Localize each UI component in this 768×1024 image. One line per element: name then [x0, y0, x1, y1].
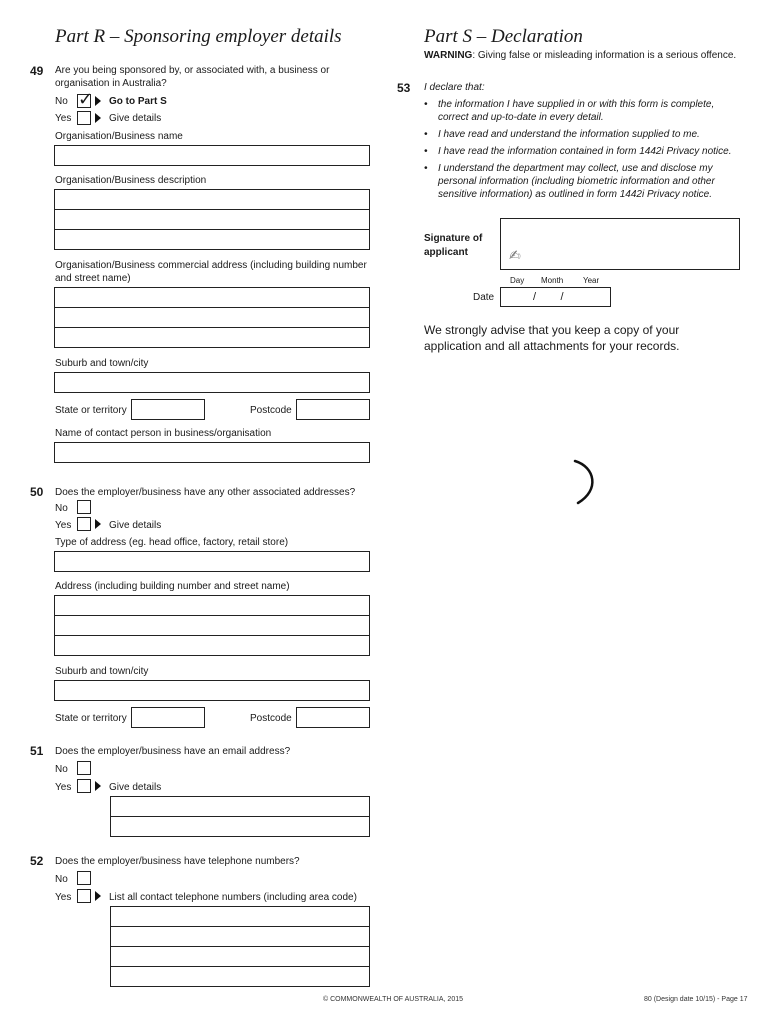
q50-state-field[interactable] — [131, 707, 205, 728]
org-address-label: Organisation/Business commercial address (including building number and street name) — [55, 260, 367, 284]
question-51-number: 51 — [30, 744, 44, 758]
bullet-icon: • — [424, 129, 428, 140]
email-field-1[interactable] — [110, 796, 370, 817]
q50-no-checkbox[interactable] — [77, 500, 91, 514]
question-52-number: 52 — [30, 854, 44, 868]
declaration-text: I have read the information contained in form 1442i Privacy notice. — [438, 146, 732, 157]
org-desc-field-1[interactable] — [54, 189, 370, 210]
arrow-right-icon — [95, 113, 101, 123]
phone-field-4[interactable] — [110, 966, 370, 987]
state-field[interactable] — [131, 399, 205, 420]
org-desc-field-3[interactable] — [54, 229, 370, 250]
declaration-text: I understand the department may collect, use and disclose my personal information (including biometric information and other sensitive information) as outlined in form 1442i Privacy notice. — [438, 163, 715, 200]
q50-postcode-field[interactable] — [296, 707, 370, 728]
phone-field-2[interactable] — [110, 926, 370, 947]
q51-no-label: No — [55, 764, 68, 775]
footer-page-info: 80 (Design date 10/15) - Page 17 — [644, 996, 748, 1003]
q52-no-checkbox[interactable] — [77, 871, 91, 885]
q50-postcode-label: Postcode — [250, 713, 292, 724]
q52-yes-checkbox[interactable] — [77, 889, 91, 903]
contact-label: Name of contact person in business/organisation — [55, 428, 272, 439]
q52-list-numbers: List all contact telephone numbers (including area code) — [109, 892, 357, 903]
q50-address-field-2[interactable] — [54, 615, 370, 636]
q50-suburb-label: Suburb and town/city — [55, 666, 149, 677]
question-49-number: 49 — [30, 64, 44, 78]
day-label: Day — [510, 276, 525, 285]
year-label: Year — [583, 276, 600, 285]
declare-intro: I declare that: — [424, 82, 485, 93]
part-s-title: Part S – Declaration — [424, 26, 583, 47]
q51-yes-label: Yes — [55, 782, 72, 793]
declaration-text: the information I have supplied in or with this form is complete, correct and up-to-date in every detail. — [438, 99, 715, 123]
declaration-item — [424, 128, 734, 141]
date-label: Date — [473, 292, 495, 303]
declaration-item — [424, 145, 734, 158]
q50-yes-label: Yes — [55, 520, 72, 531]
q49-goto-part-s: Go to Part S — [109, 96, 167, 107]
declaration-item — [424, 162, 734, 201]
q50-state-label: State or territory — [55, 713, 127, 724]
postcode-label: Postcode — [250, 405, 292, 416]
bullet-icon: • — [424, 99, 428, 110]
q52-no-label: No — [55, 874, 68, 885]
q50-address-field-3[interactable] — [54, 635, 370, 656]
postcode-field[interactable] — [296, 399, 370, 420]
suburb-label: Suburb and town/city — [55, 358, 149, 369]
org-name-label: Organisation/Business name — [55, 131, 183, 142]
org-desc-label: Organisation/Business description — [55, 175, 207, 186]
state-label: State or territory — [55, 405, 127, 416]
date-field[interactable] — [500, 287, 611, 307]
q49-give-details: Give details — [109, 113, 162, 124]
date-separators: / / — [533, 291, 564, 303]
question-49-text: Are you being sponsored by, or associated with, a business or organisation in Australia? — [55, 65, 330, 89]
org-address-field-2[interactable] — [54, 307, 370, 328]
advice-text: We strongly advise that you keep a copy of your application and all attachments for your records. — [424, 323, 680, 353]
q50-suburb-field[interactable] — [54, 680, 370, 701]
month-label: Month — [541, 276, 564, 285]
pen-icon: ✍ — [509, 247, 521, 263]
declaration-item — [424, 98, 734, 124]
q49-no-checkbox[interactable] — [77, 89, 94, 109]
warning-label: WARNING — [424, 50, 473, 61]
q51-no-checkbox[interactable] — [77, 761, 91, 775]
bullet-icon: • — [424, 163, 428, 174]
q50-no-label: No — [55, 503, 68, 514]
check-mark-icon: ✓ — [78, 89, 94, 109]
q51-give-details: Give details — [109, 782, 162, 793]
question-52-text: Does the employer/business have telephone numbers? — [55, 856, 300, 867]
address-type-field[interactable] — [54, 551, 370, 572]
footer-copyright: © COMMONWEALTH OF AUSTRALIA, 2015 — [323, 996, 463, 1003]
phone-field-3[interactable] — [110, 946, 370, 967]
arrow-right-icon — [95, 519, 101, 529]
email-field-2[interactable] — [110, 816, 370, 837]
q52-yes-label: Yes — [55, 892, 72, 903]
address-type-label: Type of address (eg. head office, factory, retail store) — [55, 537, 289, 548]
q50-give-details: Give details — [109, 520, 162, 531]
phone-field-1[interactable] — [110, 906, 370, 927]
org-address-field-3[interactable] — [54, 327, 370, 348]
handwritten-bracket-mark — [570, 455, 600, 510]
q50-yes-checkbox[interactable] — [77, 517, 91, 531]
warning-body: : Giving false or misleading information is a serious offence. — [472, 50, 737, 61]
q49-no-label: No — [55, 96, 68, 107]
part-r-title: Part R – Sponsoring employer details — [55, 26, 342, 47]
arrow-right-icon — [95, 781, 101, 791]
q50-address-label: Address (including building number and street name) — [55, 581, 290, 592]
org-name-field[interactable] — [54, 145, 370, 166]
org-desc-field-2[interactable] — [54, 209, 370, 230]
question-50-text: Does the employer/business have any other associated addresses? — [55, 487, 356, 498]
signature-field[interactable] — [500, 218, 740, 270]
declaration-text: I have read and understand the information supplied to me. — [438, 129, 700, 140]
suburb-field[interactable] — [54, 372, 370, 393]
question-53-number: 53 — [397, 81, 411, 95]
q49-yes-checkbox[interactable] — [77, 111, 91, 125]
q50-address-field-1[interactable] — [54, 595, 370, 616]
arrow-right-icon — [95, 891, 101, 901]
bullet-icon: • — [424, 146, 428, 157]
question-51-text: Does the employer/business have an email address? — [55, 746, 291, 757]
contact-field[interactable] — [54, 442, 370, 463]
arrow-right-icon — [95, 96, 101, 106]
org-address-field-1[interactable] — [54, 287, 370, 308]
warning-text — [424, 50, 736, 62]
declaration-list — [424, 98, 734, 201]
question-50-number: 50 — [30, 485, 44, 499]
q51-yes-checkbox[interactable] — [77, 779, 91, 793]
signature-label: Signature of applicant — [424, 233, 483, 258]
q49-yes-label: Yes — [55, 113, 72, 124]
